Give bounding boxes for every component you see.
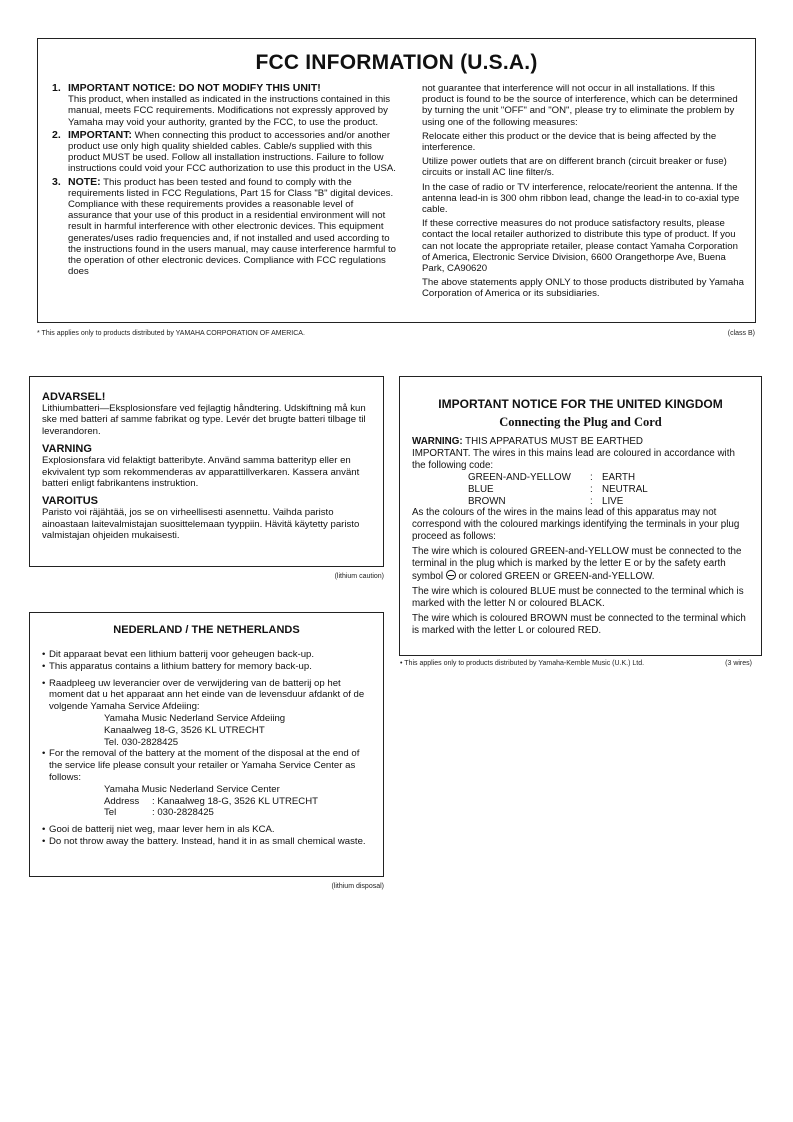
section-heading: VARNING xyxy=(42,443,92,456)
earth-symbol-icon xyxy=(446,570,456,580)
list-item: • For the removal of the battery at the moment of the disposal at the end of the service life please consult your retailer or Yamaha Service Center as follows: xyxy=(42,748,360,783)
notice-heading: NOTE: xyxy=(68,175,101,188)
caution-section-varoitus xyxy=(42,495,371,541)
wire-color: BROWN xyxy=(468,495,506,507)
list-item: • Do not throw away the battery. Instead, hand it in as small chemical waste. xyxy=(42,835,366,847)
caution-section-advarsel xyxy=(42,391,371,437)
fcc-title: FCC INFORMATION (U.S.A.) xyxy=(255,51,538,74)
notice-heading: IMPORTANT NOTICE: DO NOT MODIFY THIS UNIT! xyxy=(68,82,321,94)
fcc-paragraph: If these corrective measures do not produce satisfactory results, please contact the local retailer authorized to distribute this type of product. If you can not locate the appropriate retailer, please contact Yamaha Corporation of America, Electronic Service Division, 6600 Orangethorpe Ave, Buena Park, CA90620 xyxy=(422,218,738,275)
uk-wires-label: (3 wires) xyxy=(725,660,752,667)
notice-number: 1. xyxy=(52,82,61,94)
netherlands-box xyxy=(29,612,384,877)
wire-color: BLUE xyxy=(468,483,494,495)
warning-text: THIS APPARATUS MUST BE EARTHED xyxy=(462,436,644,447)
telephone-row: Tel : 030-2828425 xyxy=(104,807,214,819)
wire-row-green-yellow xyxy=(412,472,749,484)
wire-separator: : xyxy=(590,495,593,507)
list-item: • Gooi de batterij niet weg, maar lever hem in als KCA. xyxy=(42,824,275,836)
fcc-paragraph: Utilize power outlets that are on different branch (circuit breaker or fuse) circuits or install AC line filter/s. xyxy=(422,156,727,179)
uk-paragraph-1: As the colours of the wires in the mains lead of this apparatus may not correspond with the coloured markings identifying the terminals in your plug proceed as follows: xyxy=(412,507,740,543)
fcc-notice-1 xyxy=(52,83,397,128)
list-item: • Raadpleeg uw leverancier over de verwijdering van de batterij op het moment dat u het apparaat ann het einde van de levensduur afdankt of de volgende Yamaha Service Afdeiing: xyxy=(42,677,365,713)
section-heading: ADVARSEL! xyxy=(42,391,106,403)
caution-section-varning xyxy=(42,443,371,489)
uk-subtitle: Connecting the Plug and Cord xyxy=(499,415,662,429)
wire-separator: : xyxy=(590,483,593,495)
list-item: • This apparatus contains a lithium battery for memory back-up. xyxy=(42,660,312,672)
list-item: • Dit apparaat bevat een lithium batterij voor geheugen back-up. xyxy=(42,649,315,660)
notice-text: When connecting this product to accessories and/or another product use only high quality shielded cables. Cable/s supplied with this product MUST be used. Follow all installation instructions. Failure to follow instructions could void your FCC authorization to use this product in the USA. xyxy=(68,129,396,175)
lithium-disposal-caption: (lithium disposal) xyxy=(331,883,384,890)
uk-notice-box xyxy=(399,376,762,656)
fcc-box xyxy=(37,38,756,323)
lithium-caution-box xyxy=(29,376,384,567)
section-text: Explosionsfara vid felaktigt batteribyte. Använd samma batterityp eller en ekvivalent typ som rekommenderas av apparattillverkaren. Kassera använt batteri enligt fabrikantens instruktion. xyxy=(42,455,360,490)
notice-number: 3. xyxy=(52,175,61,188)
fcc-class-label: (class B) xyxy=(727,330,755,337)
wire-row-brown xyxy=(412,496,749,508)
uk-paragraph-3: The wire which is coloured BLUE must be connected to the terminal which is marked with the letter N or coloured BLACK. xyxy=(412,585,744,609)
uk-body xyxy=(412,436,749,637)
notice-text: This product has been tested and found to comply with the requirements listed in FCC Regulations, Part 15 for Class "B" digital devices. Compliance with these requirements provides a reasonable level of assurance that your use of this product in a residential environment will not result in harmful interference with other electronic devices. This equipment generates/uses radio frequencies and, if not installed and used according to the instructions found in the users manual, may cause interference harmful to the operation of other electronic devices. Compliance with FCC regulations does xyxy=(68,176,396,278)
netherlands-body xyxy=(42,649,371,848)
uk-footnote: • This applies only to products distributed by Yamaha-Kemble Music (U.K.) Ltd. xyxy=(400,660,645,667)
uk-paragraph-4: The wire which is coloured BROWN must be connected to the terminal which is marked with the letter L or coloured RED. xyxy=(412,612,746,636)
fcc-paragraph: In the case of radio or TV interference, relocate/reorient the antenna. If the antenna lead-in is 300 ohm ribbon lead, change the lead-in to co-axial type cable. xyxy=(422,181,740,216)
wire-function: EARTH xyxy=(602,471,636,483)
fcc-notice-2 xyxy=(52,130,397,175)
uk-intro: IMPORTANT. The wires in this mains lead are coloured in accordance with the following code: xyxy=(412,447,735,471)
wire-function: LIVE xyxy=(602,495,624,507)
section-heading: VAROITUS xyxy=(42,495,99,508)
uk-paragraph-2a: The wire which is coloured GREEN-and-YELLOW must be connected to the terminal in the plug which is marked by the letter E or by the safety earth symbol xyxy=(412,546,742,582)
address-row: Address : Kanaalweg 18-G, 3526 KL UTRECHT xyxy=(104,795,319,807)
fcc-right-column xyxy=(422,83,744,303)
uk-title: IMPORTANT NOTICE FOR THE UNITED KINGDOM xyxy=(438,397,723,411)
uk-paragraph-2b: or colored GREEN or GREEN-and-YELLOW. xyxy=(455,570,655,582)
address-line: Yamaha Music Nederland Service Center xyxy=(104,783,280,795)
lithium-caution-caption: (lithium caution) xyxy=(334,573,384,580)
wire-separator: : xyxy=(590,471,593,483)
notice-heading: IMPORTANT: xyxy=(68,128,132,141)
address-line: Kanaalweg 18-G, 3526 KL UTRECHT xyxy=(104,724,265,736)
fcc-paragraph: The above statements apply ONLY to those products distributed by Yamaha Corporation of America or its subsidiaries. xyxy=(422,277,744,300)
warning-label: WARNING: xyxy=(412,436,463,447)
section-text: Lithiumbatteri—Eksplosionsfare ved fejlagtig håndtering. Udskiftning må kun ske med batteri af samme fabrikat og type. Levér det brugte batteri tilbage til leverandoren. xyxy=(42,403,366,437)
notice-number: 2. xyxy=(52,128,61,141)
netherlands-title: NEDERLAND / THE NETHERLANDS xyxy=(113,624,300,636)
wire-color: GREEN-AND-YELLOW xyxy=(468,471,571,483)
fcc-paragraph: Relocate either this product or the device that is being affected by the interference. xyxy=(422,130,717,154)
wire-row-blue xyxy=(412,484,749,496)
fcc-footnote: * This applies only to products distributed by YAMAHA CORPORATION OF AMERICA. xyxy=(37,330,305,337)
address-line: Yamaha Music Nederland Service Afdeiing xyxy=(104,712,286,724)
address-line: Tel. 030-2828425 xyxy=(104,736,179,748)
fcc-left-column xyxy=(52,83,397,279)
uk-warning xyxy=(412,436,749,448)
wire-function: NEUTRAL xyxy=(602,483,648,495)
fcc-paragraph: not guarantee that interference will not occur in all installations. If this product is found to be the source of interference, which can be determined by turning the unit "OFF" and "ON", please try to eliminate the problem by using one of the following measures: xyxy=(422,83,738,128)
notice-text: This product, when installed as indicated in the instructions contained in this manual, meets FCC requirements. Modifications not expressly approved by Yamaha may void your authority, granted by the FCC, to use the product. xyxy=(68,94,391,128)
fcc-notice-3 xyxy=(52,177,397,278)
section-text: Paristo voi räjähtää, jos se on virheellisesti asennettu. Vaihda paristo ainoastaan laitevalmistajan suosittelemaan tyyppiin. Hävitä käytetty paristo valmistajan ohjeiden mukaisesti. xyxy=(42,507,360,542)
uk-paragraph-2 xyxy=(412,546,749,583)
